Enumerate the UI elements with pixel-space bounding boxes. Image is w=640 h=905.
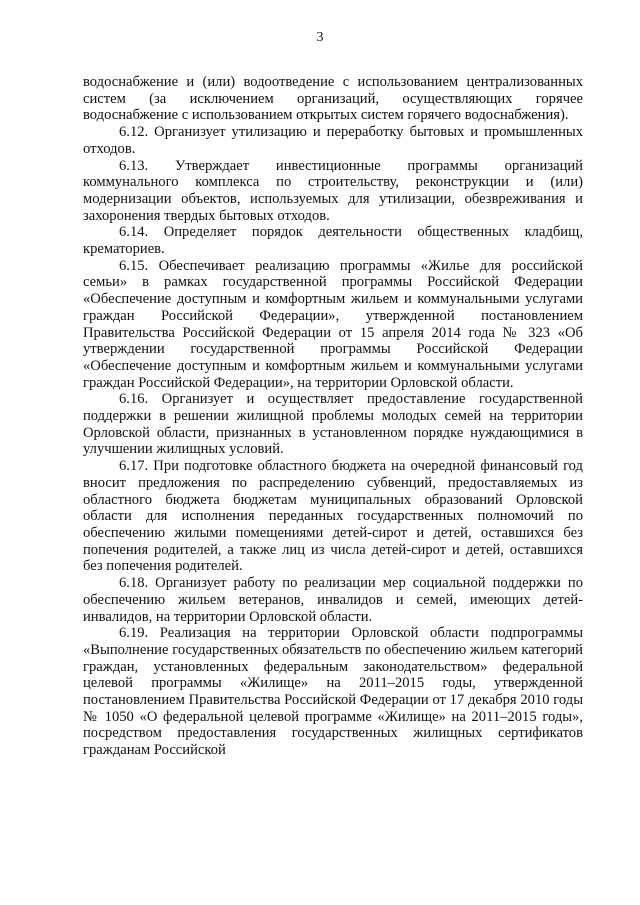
paragraph-6-17: 6.17. При подготовке областного бюджета на очередной финансовый год вносит предложения по распределению субвенций, предоставляемых из областного бюджета бюджетам муниципальных образований Орловской области для исполнения переданных государственных полномочий по обеспечению жилыми помещениями детей-сирот и детей, оставшихся без попечения родителей, а также лиц из числа детей-сирот и детей, оставшихся без попечения родителей.: [83, 458, 583, 575]
paragraph-continuation: водоснабжение и (или) водоотведение с использованием централизованных систем (за исключением организаций, осуществляющих горячее водоснабжение с использованием открытых систем горячего водоснабжения).: [83, 74, 583, 124]
page-number: 3: [316, 30, 324, 45]
paragraph-6-12: 6.12. Организует утилизацию и переработку бытовых и промышленных отходов.: [83, 124, 583, 157]
paragraph-6-15: 6.15. Обеспечивает реализацию программы «Жилье для российской семьи» в рамках государственной программы Российской Федерации «Обеспечение доступным и комфортным жильем и коммунальными услугами граждан Российской Федерации», утвержденной постановлением Правительства Российской Федерации от 15 апреля 2014 года № 323 «Об утверждении государственной программы Российской Федерации «Обеспечение доступным и комфортным жильем и коммунальными услугами граждан Российской Федерации», на территории Орловской области.: [83, 257, 583, 391]
document-body: [83, 74, 583, 759]
paragraph-6-13: 6.13. Утверждает инвестиционные программы организаций коммунального комплекса по строительству, реконструкции и (или) модернизации объектов, используемых для утилизации, обезвреживания и захоронения твердых бытовых отходов.: [83, 157, 583, 224]
paragraph-6-19: 6.19. Реализация на территории Орловской области подпрограммы «Выполнение государственных обязательств по обеспечению жильем категорий граждан, установленных федеральным законодательством» федеральной целевой программы «Жилище» на 2011–2015 годы, утвержденной постановлением Правительства Российской Федерации от 17 декабря 2010 годы № 1050 «О федеральной целевой программе «Жилище» на 2011–2015 годы», посредством предоставления государственных жилищных сертификатов гражданам Российской: [83, 625, 583, 759]
paragraph-6-18: 6.18. Организует работу по реализации мер социальной поддержки по обеспечению жильем ветеранов, инвалидов и семей, имеющих детей-инвалидов, на территории Орловской области.: [83, 575, 583, 625]
paragraph-6-14: 6.14. Определяет порядок деятельности общественных кладбищ, крематориев.: [83, 224, 583, 258]
paragraph-6-16: 6.16. Организует и осуществляет предоставление государственной поддержки в решении жилищной проблемы молодых семей на территории Орловской области, признанных в установленном порядке нуждающимися в улучшении жилищных условий.: [83, 391, 583, 458]
